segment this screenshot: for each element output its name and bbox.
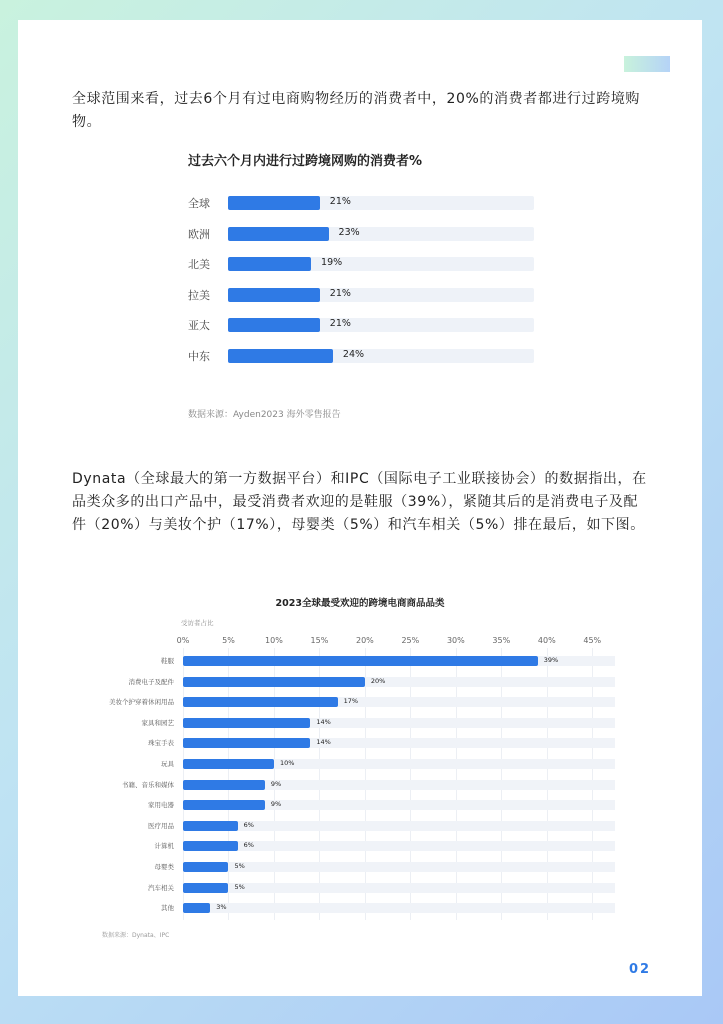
chart2-tick-label: 5%: [222, 636, 235, 645]
chart2-category-label: 消费电子及配件: [128, 677, 174, 686]
chart1-value-label: 21%: [329, 287, 351, 299]
chart1-bar: [228, 288, 320, 302]
chart2-category-label: 医疗用品: [148, 821, 174, 830]
chart2-category-label: 计算机: [154, 842, 174, 851]
chart2-category-label: 珠宝手表: [148, 739, 174, 748]
chart2-category-label: 家具和园艺: [141, 718, 174, 727]
page-number: 02: [629, 962, 652, 977]
chart2-bar: [183, 738, 310, 748]
chart2-category-label: 玩具: [161, 760, 174, 768]
chart2-bar: [183, 841, 238, 851]
chart2-row: [78, 675, 618, 689]
chart2-value-label: 6%: [243, 841, 254, 850]
chart2-category-label: 书籍、音乐和媒体: [122, 780, 174, 789]
chart2-value-label: 5%: [234, 862, 245, 870]
chart1-category-label: 全球: [188, 197, 210, 210]
chart1-row: [188, 286, 568, 304]
chart2-category-label: 母婴类: [154, 863, 174, 871]
chart2-row: [78, 881, 618, 895]
chart2-tick-label: 45%: [583, 636, 602, 645]
chart2-value-label: 6%: [243, 820, 254, 829]
chart2-value-label: 10%: [279, 759, 295, 767]
chart2-row: [78, 901, 618, 915]
chart2-tick-label: 20%: [356, 636, 374, 645]
corner-decoration: [624, 56, 670, 72]
chart2-value-label: 9%: [270, 779, 282, 788]
chart2-track: [183, 903, 615, 913]
intro-paragraph: 全球范围来看，过去6个月有过电商购物经历的消费者中，20%的消费者都进行过跨境购物。: [72, 91, 641, 130]
chart1-bar: [228, 227, 329, 241]
chart2-bar: [183, 759, 274, 769]
chart2-row: [78, 819, 618, 833]
chart1-value-label: 21%: [329, 196, 351, 207]
chart1-source: 数据来源：Ayden2023 海外零售报告: [188, 410, 341, 420]
chart2-bar: [183, 883, 228, 893]
chart2-track: [183, 862, 615, 872]
chart2-row: [78, 695, 618, 709]
chart2-value-label: 3%: [216, 903, 227, 912]
chart2-bar: [183, 718, 310, 728]
chart2-category-label: 家用电器: [148, 801, 174, 810]
chart1-category-label: 北美: [188, 258, 210, 271]
chart2-value-label: 9%: [270, 800, 282, 809]
chart2-bar: [183, 903, 210, 913]
chart1-value-label: 24%: [342, 348, 365, 360]
chart2-category-label: 汽车相关: [148, 883, 174, 892]
chart2-value-label: 5%: [234, 882, 245, 891]
chart2-tick-label: 40%: [537, 636, 556, 645]
chart1-bar: [228, 196, 320, 210]
chart2-bar: [183, 697, 338, 707]
chart1-row: [188, 225, 568, 243]
chart2-value-label: 20%: [370, 676, 386, 685]
chart2-row: [78, 839, 618, 853]
chart2-row: [78, 736, 618, 750]
chart2-bar: [183, 677, 365, 687]
chart2-source: 数据来源：Dynata、IPC: [102, 932, 170, 939]
chart2-track: [183, 883, 615, 893]
chart2-value-label: 17%: [343, 697, 359, 706]
chart2-row: [78, 716, 618, 730]
chart1-title: 过去六个月内进行过跨境网购的消费者%: [188, 154, 423, 169]
chart2-value-label: 14%: [316, 717, 331, 726]
chart2-bar: [183, 862, 228, 872]
chart1-bar: [228, 257, 311, 271]
chart2-bar: [183, 821, 238, 831]
chart2-tick-label: 25%: [401, 636, 420, 645]
category-paragraph: Dynata（全球最大的第一方数据平台）和IPC（国际电子工业联接协会）的数据指出，在品类众多的出口产品中，最受消费者欢迎的是鞋服（39%），紧随其后的是消费电子及配件（20%）与美妆个护（17%），母婴类（5%）和汽车相关（5%）排在最后，如下图。: [72, 471, 647, 533]
chart1-category-label: 中东: [188, 349, 210, 363]
chart2-tick-label: 15%: [310, 636, 329, 645]
chart1-row: [188, 316, 568, 334]
chart2-row: [78, 798, 618, 812]
chart1-row: [188, 347, 568, 365]
chart2-bar: [183, 656, 538, 666]
chart2-value-label: 14%: [316, 738, 331, 747]
chart2-category-label: 其他: [161, 904, 174, 913]
chart1-value-label: 19%: [321, 257, 343, 268]
chart2-row: [78, 778, 618, 792]
chart2-tick-label: 10%: [265, 636, 283, 645]
chart2-tick-label: 0%: [176, 636, 190, 645]
chart1-category-label: 亚太: [188, 319, 210, 332]
chart1-row: [188, 194, 568, 212]
document-page: [18, 20, 702, 996]
chart2-row: [78, 860, 618, 874]
chart2-bar: [183, 800, 265, 810]
chart2-category-label: 美妆个护穿着休闲用品: [109, 698, 174, 707]
chart2-bar: [183, 780, 265, 790]
chart2-category-label: 鞋服: [161, 657, 174, 665]
chart2-tick-label: 35%: [492, 636, 511, 645]
chart2-row: [78, 654, 618, 668]
chart2-value-label: 39%: [543, 656, 559, 664]
chart1-bar: [228, 349, 333, 363]
chart1-bar: [228, 318, 320, 332]
chart1-value-label: 21%: [329, 318, 351, 329]
chart2-unit-label: 受访者占比: [181, 619, 214, 627]
chart2-title: 2023全球最受欢迎的跨境电商商品品类: [275, 598, 445, 609]
chart1-category-label: 欧洲: [188, 227, 210, 241]
chart2-row: [78, 757, 618, 771]
chart1-row: [188, 255, 568, 273]
chart1-value-label: 23%: [338, 226, 360, 238]
chart2-tick-label: 30%: [446, 636, 465, 645]
chart1-category-label: 拉美: [188, 288, 210, 302]
